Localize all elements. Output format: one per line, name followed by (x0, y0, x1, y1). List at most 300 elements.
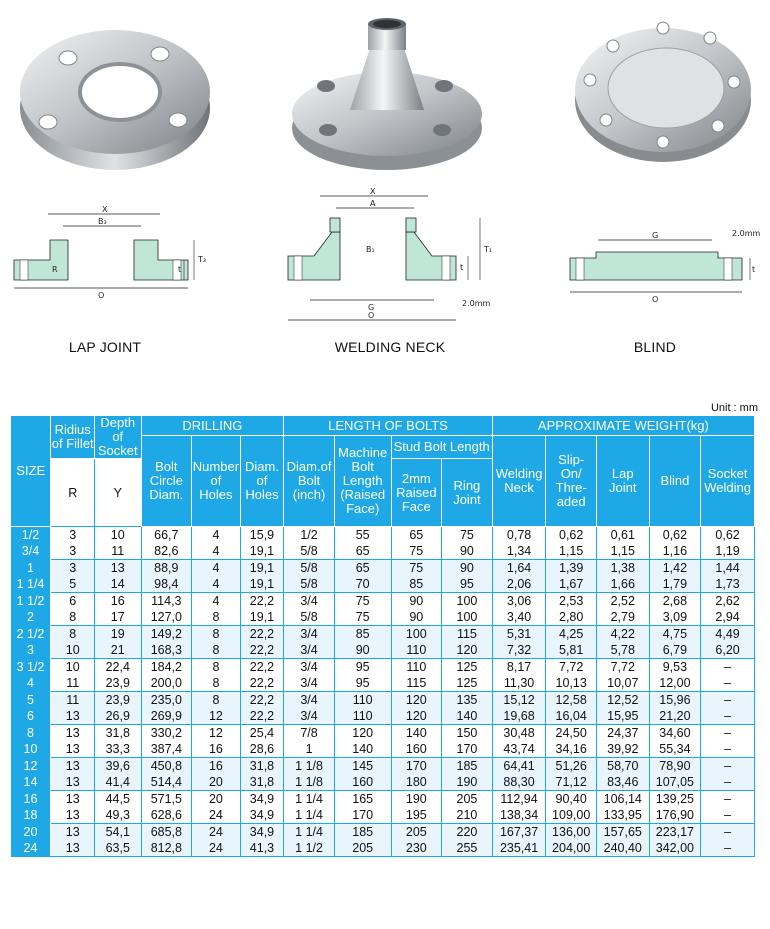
table-cell: 112,94 (492, 791, 546, 808)
table-cell: 140 (334, 741, 391, 758)
dim-b1: B₁ (366, 245, 375, 254)
table-cell: 167,37 (492, 824, 546, 841)
table-cell: 138,34 (492, 807, 546, 824)
table-cell: 71,12 (546, 774, 597, 791)
table-cell: 7,72 (546, 659, 597, 676)
size-cell: 1/2 (11, 527, 51, 544)
table-cell: 2,80 (546, 609, 597, 626)
table-cell: 49,3 (94, 807, 141, 824)
table-cell: 110 (334, 692, 391, 709)
table-cell: 1 1/4 (284, 807, 335, 824)
dim-face: 2.0mm (732, 229, 761, 238)
table-cell: 24 (192, 840, 241, 857)
size-cell: 6 (11, 708, 51, 725)
table-row (11, 576, 755, 593)
table-cell: 95 (442, 576, 493, 593)
table-cell: 205 (442, 791, 493, 808)
table-cell: 10,07 (596, 675, 649, 692)
table-cell: 44,5 (94, 791, 141, 808)
table-cell: 12,00 (649, 675, 701, 692)
table-cell: 13 (51, 791, 95, 808)
table-cell: 19,1 (240, 576, 284, 593)
size-cell: 2 (11, 609, 51, 626)
dim-r: R (52, 265, 58, 274)
table-cell: 120 (391, 708, 442, 725)
table-cell: 8 (51, 609, 95, 626)
table-cell: 127,0 (141, 609, 192, 626)
table-cell: 3/4 (284, 675, 335, 692)
table-cell: 1 1/4 (284, 791, 335, 808)
header-depth: Depth of Socket (94, 416, 141, 459)
table-cell: 22,4 (94, 659, 141, 676)
table-cell: 2,53 (546, 593, 597, 610)
dim-t: t (752, 265, 756, 274)
table-cell: 4 (192, 593, 241, 610)
table-cell: 51,26 (546, 758, 597, 775)
table-cell: 6,79 (649, 642, 701, 659)
table-cell: 41,4 (94, 774, 141, 791)
header-approx-weight: APPROXIMATE WEIGHT(kg) (492, 416, 754, 436)
table-cell: 133,95 (596, 807, 649, 824)
welding-neck-drawing (284, 188, 514, 328)
table-cell: 136,00 (546, 824, 597, 841)
header-slip-on: Slip- On/ Thre- aded (546, 436, 597, 527)
header-y: Y (94, 459, 141, 527)
header-socket-welding: Socket Welding (701, 436, 755, 527)
table-cell: 571,5 (141, 791, 192, 808)
table-cell: 223,17 (649, 824, 701, 841)
table-cell: 10,13 (546, 675, 597, 692)
table-cell: 82,6 (141, 543, 192, 560)
table-cell: 5/8 (284, 543, 335, 560)
table-cell: 39,6 (94, 758, 141, 775)
table-cell: 120 (334, 725, 391, 742)
header-lap-joint: Lap Joint (596, 436, 649, 527)
table-cell: 6 (51, 593, 95, 610)
table-cell: 4,25 (546, 626, 597, 643)
table-cell: 13 (94, 560, 141, 577)
table-cell: 11,30 (492, 675, 546, 692)
table-cell: 8,17 (492, 659, 546, 676)
dim-b3: B₃ (98, 217, 107, 226)
header-machine-bolt: Machine Bolt Length (Raised Face) (334, 436, 391, 527)
lap-joint-flange-photo (10, 10, 220, 180)
table-cell: 88,9 (141, 560, 192, 577)
table-cell: 66,7 (141, 527, 192, 544)
dim-x: X (102, 205, 108, 214)
table-cell: 125 (442, 675, 493, 692)
size-cell: 20 (11, 824, 51, 841)
table-cell: 5/8 (284, 609, 335, 626)
table-cell: 31,8 (240, 774, 284, 791)
table-cell: 7,32 (492, 642, 546, 659)
table-cell: 20 (192, 774, 241, 791)
table-cell: 0,62 (546, 527, 597, 544)
table-row (11, 708, 755, 725)
caption-blind: BLIND (633, 339, 677, 355)
table-cell: 12,52 (596, 692, 649, 709)
table-cell: 19 (94, 626, 141, 643)
table-cell: – (701, 807, 755, 824)
size-cell: 1 1/4 (11, 576, 51, 593)
table-cell: 75 (391, 560, 442, 577)
table-cell: 23,9 (94, 675, 141, 692)
blind-drawing (566, 226, 766, 306)
table-cell: 4,75 (649, 626, 701, 643)
table-cell: 149,2 (141, 626, 192, 643)
table-cell: 190 (391, 791, 442, 808)
header-bolt-circle: Bolt Circle Diam. (141, 436, 192, 527)
table-cell: 2,68 (649, 593, 701, 610)
table-cell: 16 (192, 741, 241, 758)
table-cell: 1,64 (492, 560, 546, 577)
table-cell: 1,67 (546, 576, 597, 593)
table-cell: 26,9 (94, 708, 141, 725)
table-cell: 14 (94, 576, 141, 593)
table-cell: 170 (391, 758, 442, 775)
header-radius: Ridius of Fillet (51, 416, 95, 459)
table-cell: 23,9 (94, 692, 141, 709)
table-cell: 1,19 (701, 543, 755, 560)
flange-illustrations (0, 0, 770, 380)
table-cell: 6,20 (701, 642, 755, 659)
table-cell: 157,65 (596, 824, 649, 841)
table-cell: 22,2 (240, 593, 284, 610)
table-cell: 75 (391, 543, 442, 560)
table-cell: 195 (391, 807, 442, 824)
table-cell: 8 (192, 692, 241, 709)
table-cell: 22,2 (240, 692, 284, 709)
table-cell: 100 (442, 593, 493, 610)
table-cell: 16,04 (546, 708, 597, 725)
table-cell: 235,41 (492, 840, 546, 857)
table-cell: 34,9 (240, 807, 284, 824)
table-cell: – (701, 708, 755, 725)
table-cell: 85 (391, 576, 442, 593)
table-cell: 342,00 (649, 840, 701, 857)
table-cell: 11 (51, 692, 95, 709)
table-cell: 55 (334, 527, 391, 544)
table-cell: 2,52 (596, 593, 649, 610)
table-row (11, 725, 755, 742)
table-cell: 34,9 (240, 824, 284, 841)
table-cell: – (701, 725, 755, 742)
table-cell: – (701, 774, 755, 791)
table-cell: 10 (51, 642, 95, 659)
table-cell: 330,2 (141, 725, 192, 742)
table-cell: 200,0 (141, 675, 192, 692)
header-ring-joint: Ring Joint (442, 459, 493, 527)
table-row (11, 824, 755, 841)
table-cell: 1 (284, 741, 335, 758)
table-cell: 3,40 (492, 609, 546, 626)
table-row (11, 758, 755, 775)
table-cell: 1 1/8 (284, 758, 335, 775)
table-row (11, 543, 755, 560)
table-cell: – (701, 659, 755, 676)
table-cell: 269,9 (141, 708, 192, 725)
table-cell: 812,8 (141, 840, 192, 857)
table-cell: 15,12 (492, 692, 546, 709)
table-cell: 4 (192, 560, 241, 577)
table-cell: 165 (334, 791, 391, 808)
table-cell: 95 (334, 675, 391, 692)
table-cell: 90 (442, 543, 493, 560)
table-cell: 3/4 (284, 708, 335, 725)
dim-a: A (370, 199, 376, 208)
size-cell: 12 (11, 758, 51, 775)
header-size: SIZE (11, 416, 51, 527)
table-cell: 9,53 (649, 659, 701, 676)
table-row (11, 774, 755, 791)
unit-label: Unit : mm (710, 402, 758, 414)
table-row (11, 840, 755, 857)
table-cell: 1,66 (596, 576, 649, 593)
flange-spec-table (10, 415, 755, 857)
table-cell: 39,92 (596, 741, 649, 758)
table-cell: 4,22 (596, 626, 649, 643)
size-cell: 14 (11, 774, 51, 791)
table-cell: 63,5 (94, 840, 141, 857)
table-row (11, 741, 755, 758)
table-cell: 139,25 (649, 791, 701, 808)
table-row (11, 659, 755, 676)
table-cell: 3/4 (284, 692, 335, 709)
table-cell: 19,68 (492, 708, 546, 725)
table-cell: 90 (334, 642, 391, 659)
table-cell: 21 (94, 642, 141, 659)
table-cell: 255 (442, 840, 493, 857)
table-cell: 78,90 (649, 758, 701, 775)
table-cell: 1 1/4 (284, 824, 335, 841)
table-cell: 0,62 (649, 527, 701, 544)
table-cell: 1,79 (649, 576, 701, 593)
table-cell: 34,16 (546, 741, 597, 758)
dim-t: t (178, 265, 182, 274)
table-cell: 15,96 (649, 692, 701, 709)
table-cell: 115 (442, 626, 493, 643)
table-cell: 5/8 (284, 576, 335, 593)
header-raised-face: 2mm Raised Face (391, 459, 442, 527)
table-cell: 43,74 (492, 741, 546, 758)
table-cell: 24 (192, 824, 241, 841)
header-stud-bolt: Stud Bolt Length (391, 436, 492, 459)
table-cell: 83,46 (596, 774, 649, 791)
table-cell: 3 (51, 527, 95, 544)
table-cell: 4,49 (701, 626, 755, 643)
table-cell: 75 (334, 593, 391, 610)
header-length-bolts: LENGTH OF BOLTS (284, 416, 493, 436)
table-cell: 170 (334, 807, 391, 824)
size-cell: 10 (11, 741, 51, 758)
table-row (11, 675, 755, 692)
table-cell: 90 (391, 593, 442, 610)
table-cell: 16 (192, 758, 241, 775)
table-cell: 135 (442, 692, 493, 709)
table-row (11, 807, 755, 824)
size-cell: 16 (11, 791, 51, 808)
table-cell: 12 (192, 725, 241, 742)
table-cell: – (701, 675, 755, 692)
table-cell: 12,58 (546, 692, 597, 709)
table-cell: 387,4 (141, 741, 192, 758)
table-cell: 2,79 (596, 609, 649, 626)
size-cell: 1 1/2 (11, 593, 51, 610)
table-cell: 75 (442, 527, 493, 544)
table-cell: 100 (442, 609, 493, 626)
table-cell: 1,38 (596, 560, 649, 577)
table-cell: 0,62 (701, 527, 755, 544)
header-num-holes: Number of Holes (192, 436, 241, 527)
table-cell: 33,3 (94, 741, 141, 758)
table-cell: 13 (51, 824, 95, 841)
header-r: R (51, 459, 95, 527)
table-row (11, 560, 755, 577)
table-cell: 170 (442, 741, 493, 758)
table-cell: 3,09 (649, 609, 701, 626)
table-cell: 28,6 (240, 741, 284, 758)
table-cell: 2,62 (701, 593, 755, 610)
dim-t1: T₁ (484, 245, 493, 254)
dim-face: 2.0mm (462, 299, 491, 308)
header-diam-holes: Diam. of Holes (240, 436, 284, 527)
table-cell: 95 (334, 659, 391, 676)
table-cell: 110 (391, 642, 442, 659)
table-cell: 185 (334, 824, 391, 841)
table-row (11, 642, 755, 659)
header-blind: Blind (649, 436, 701, 527)
table-cell: 17 (94, 609, 141, 626)
table-cell: 13 (51, 840, 95, 857)
table-cell: – (701, 824, 755, 841)
table-cell: 3 (51, 543, 95, 560)
table-cell: 90 (442, 560, 493, 577)
table-cell: 13 (51, 774, 95, 791)
blind-flange-photo (568, 10, 758, 170)
table-cell: 235,0 (141, 692, 192, 709)
table-cell: 13 (51, 758, 95, 775)
header-welding-neck: Welding Neck (492, 436, 546, 527)
table-cell: 8 (192, 626, 241, 643)
table-cell: 15,95 (596, 708, 649, 725)
table-cell: 22,2 (240, 659, 284, 676)
table-cell: – (701, 791, 755, 808)
caption-lap-joint: LAP JOINT (68, 339, 142, 355)
table-cell: 8 (51, 626, 95, 643)
table-cell: 8 (192, 642, 241, 659)
table-cell: 13 (51, 725, 95, 742)
table-cell: 25,4 (240, 725, 284, 742)
table-cell: 1,73 (701, 576, 755, 593)
table-cell: – (701, 741, 755, 758)
spec-table-body (11, 527, 755, 857)
table-cell: 31,8 (240, 758, 284, 775)
table-cell: 22,2 (240, 708, 284, 725)
table-row (11, 692, 755, 709)
table-cell: 3/4 (284, 642, 335, 659)
table-cell: 450,8 (141, 758, 192, 775)
table-cell: 1,34 (492, 543, 546, 560)
dim-o: O (368, 311, 375, 320)
table-cell: 88,30 (492, 774, 546, 791)
table-cell: 5 (51, 576, 95, 593)
size-cell: 3 (11, 642, 51, 659)
table-cell: 3,06 (492, 593, 546, 610)
table-cell: 3/4 (284, 593, 335, 610)
table-cell: 8 (192, 609, 241, 626)
table-cell: 15,9 (240, 527, 284, 544)
table-cell: 65 (334, 543, 391, 560)
size-cell: 24 (11, 840, 51, 857)
table-cell: 64,41 (492, 758, 546, 775)
dim-t3: T₃ (198, 255, 207, 264)
table-cell: 114,3 (141, 593, 192, 610)
size-cell: 18 (11, 807, 51, 824)
table-cell: 90 (391, 609, 442, 626)
table-row (11, 609, 755, 626)
table-cell: 3/4 (284, 659, 335, 676)
table-cell: 16 (94, 593, 141, 610)
table-cell: 54,1 (94, 824, 141, 841)
table-cell: 21,20 (649, 708, 701, 725)
size-cell: 3/4 (11, 543, 51, 560)
table-cell: 0,61 (596, 527, 649, 544)
size-cell: 5 (11, 692, 51, 709)
table-cell: 180 (391, 774, 442, 791)
size-cell: 4 (11, 675, 51, 692)
table-cell: 22,2 (240, 675, 284, 692)
table-cell: 5,78 (596, 642, 649, 659)
caption-welding-neck: WELDING NECK (334, 339, 446, 355)
table-cell: 3 (51, 560, 95, 577)
table-cell: 1 1/2 (284, 840, 335, 857)
table-cell: 22,2 (240, 642, 284, 659)
table-cell: 55,34 (649, 741, 701, 758)
table-cell: 120 (442, 642, 493, 659)
table-cell: 1/2 (284, 527, 335, 544)
table-cell: 19,1 (240, 543, 284, 560)
table-cell: 22,2 (240, 626, 284, 643)
header-drilling: DRILLING (141, 416, 284, 436)
table-cell: 160 (391, 741, 442, 758)
table-cell: 34,60 (649, 725, 701, 742)
table-cell: 185 (442, 758, 493, 775)
table-cell: 4 (192, 576, 241, 593)
table-cell: 1,42 (649, 560, 701, 577)
dim-o: O (652, 295, 659, 304)
table-cell: 168,3 (141, 642, 192, 659)
table-cell: 0,78 (492, 527, 546, 544)
table-row (11, 626, 755, 643)
dim-t: t (460, 263, 464, 272)
table-cell: 204,00 (546, 840, 597, 857)
table-cell: 13 (51, 708, 95, 725)
table-cell: 58,70 (596, 758, 649, 775)
table-cell: 120 (391, 692, 442, 709)
dim-x: X (370, 188, 376, 196)
table-cell: 7,72 (596, 659, 649, 676)
table-cell: 70 (334, 576, 391, 593)
dim-o: O (98, 291, 105, 300)
table-cell: 160 (334, 774, 391, 791)
header-diam-bolt: Diam.of Bolt (inch) (284, 436, 335, 527)
table-cell: 24,50 (546, 725, 597, 742)
table-cell: 13 (51, 741, 95, 758)
table-cell: 110 (334, 708, 391, 725)
table-cell: 109,00 (546, 807, 597, 824)
table-row (11, 527, 755, 544)
table-cell: 514,4 (141, 774, 192, 791)
